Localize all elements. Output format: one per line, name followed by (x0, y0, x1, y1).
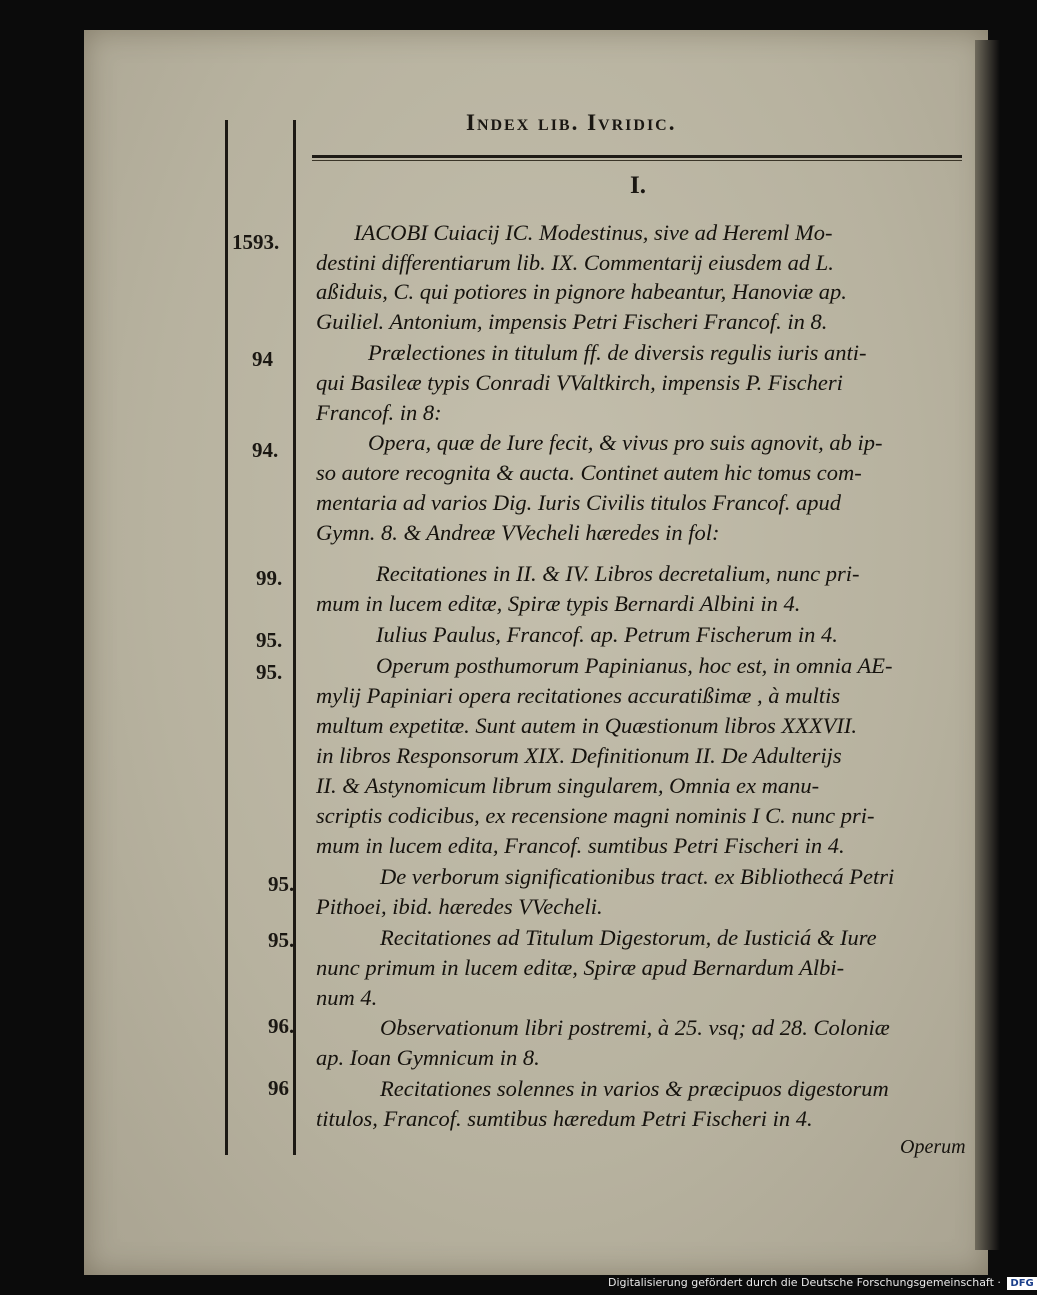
margin-year: 95. (256, 628, 283, 652)
entry-line: multum expetitæ. Sunt autem in Quæstionum libros XXXVII. (316, 713, 857, 738)
entry-line: mum in lucem edita, Francof. sumtibus Petri Fischeri in 4. (316, 833, 845, 858)
credit-text: Digitalisierung gefördert durch die Deutsche Forschungsgemeinschaft · (608, 1276, 1001, 1289)
entry-line: Recitationes ad Titulum Digestorum, de Iusticiá & Iure (380, 925, 877, 950)
entry-line: Iulius Paulus, Francof. ap. Petrum Fischerum in 4. (376, 622, 838, 647)
entry-line: Gymn. 8. & Andreæ VVecheli hæredes in fol: (316, 520, 720, 545)
entry-line: De verborum significationibus tract. ex Bibliothecá Petri (380, 864, 895, 889)
margin-year: 96. (268, 1014, 295, 1038)
dfg-logo: DFG (1007, 1277, 1036, 1290)
margin-year: 95. (256, 660, 283, 684)
entry-line: II. & Astynomicum librum singularem, Omnia ex manu- (316, 773, 820, 798)
margin-rule-left (225, 120, 228, 1155)
entry-line: IACOBI Cuiacij IC. Modestinus, sive ad Hereml Mo- (354, 220, 833, 245)
margin-year: 1593. (232, 230, 280, 254)
entry-line: Observationum libri postremi, à 25. vsq; ad 28. Coloniæ (380, 1015, 890, 1040)
margin-year: 96 (268, 1076, 289, 1100)
entry-line: mum in lucem editæ, Spiræ typis Bernardi Albini in 4. (316, 591, 801, 616)
margin-year: 95. (268, 928, 295, 952)
entry-line: Prælectiones in titulum ff. de diversis regulis iuris anti- (368, 340, 867, 365)
entry-line: Guiliel. Antonium, impensis Petri Fischeri Francof. in 8. (316, 309, 828, 334)
margin-year: 95. (268, 872, 295, 896)
running-head: Index lib. Ivridic. (466, 110, 677, 135)
entry-line: aßiduis, C. qui potiores in pignore habeantur, Hanoviæ ap. (316, 279, 847, 304)
entry-line: Francof. in 8: (316, 400, 442, 425)
entry-line: so autore recognita & aucta. Continet autem hic tomus com- (316, 460, 862, 485)
entry-line: Opera, quæ de Iure fecit, & vivus pro suis agnovit, ab ip- (368, 430, 883, 455)
entry-line: destini differentiarum lib. IX. Commentarij eiusdem ad L. (316, 250, 834, 275)
entry-line: titulos, Francof. sumtibus hæredum Petri Fischeri in 4. (316, 1106, 813, 1131)
entry-line: num 4. (316, 985, 378, 1010)
entry-line: Operum posthumorum Papinianus, hoc est, in omnia AE- (376, 653, 893, 678)
entry-line: ap. Ioan Gymnicum in 8. (316, 1045, 540, 1070)
catchword: Operum (900, 1136, 966, 1158)
header-rule (312, 155, 962, 158)
entry-line: Recitationes in II. & IV. Libros decretalium, nunc pri- (376, 561, 860, 586)
entry-line: mylij Papiniari opera recitationes accuratißimæ , à multis (316, 683, 841, 708)
digitization-credit (608, 1276, 1037, 1290)
header-rule-thin (312, 160, 962, 161)
entry-line: in libros Responsorum XIX. Definitionum II. De Adulterijs (316, 743, 842, 768)
entry-line: mentaria ad varios Dig. Iuris Civilis titulos Francof. apud (316, 490, 842, 515)
section-letter: I. (630, 172, 646, 199)
entry-line: Pithoei, ibid. hæredes VVecheli. (316, 894, 603, 919)
entry-line: Recitationes solennes in varios & præcipuos digestorum (380, 1076, 889, 1101)
margin-year: 94. (252, 438, 279, 462)
entry-line: nunc primum in lucem editæ, Spiræ apud Bernardum Albi- (316, 955, 845, 980)
entry-line: scriptis codicibus, ex recensione magni nominis I C. nunc pri- (316, 803, 875, 828)
entry-line: qui Basileæ typis Conradi VValtkirch, impensis P. Fischeri (316, 370, 843, 395)
margin-year: 94 (252, 347, 273, 371)
margin-year: 99. (256, 566, 283, 590)
